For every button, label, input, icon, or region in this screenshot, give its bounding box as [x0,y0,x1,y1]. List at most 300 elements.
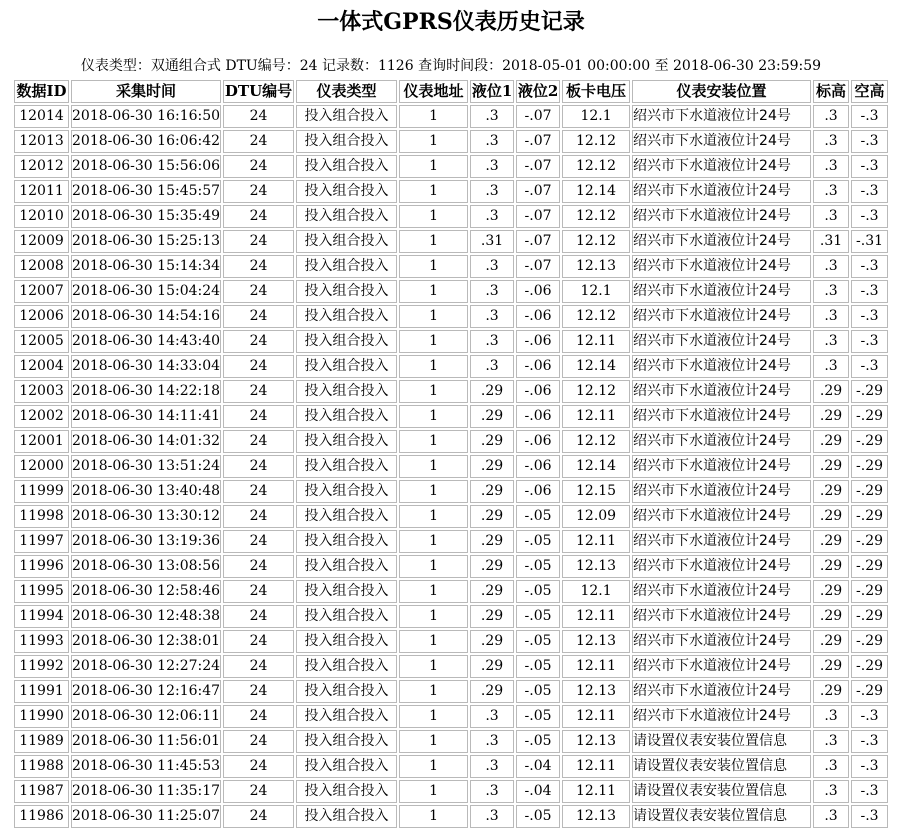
cell-elevation: .3 [813,755,849,778]
cell-meter-type: 投入组合投入 [296,680,397,703]
cell-meter-address: 1 [399,705,468,728]
cell-meter-address: 1 [399,405,468,428]
cell-meter-address: 1 [399,305,468,328]
table-row [14,605,888,628]
cell-meter-type: 投入组合投入 [296,555,397,578]
cell-install-location: 绍兴市下水道液位计24号 [632,555,811,578]
cell-level-2: -.06 [516,480,560,503]
cell-board-voltage: 12.13 [562,630,630,653]
cell-dtu-number: 24 [223,455,294,478]
cell-install-location: 请设置仪表安装位置信息 [632,730,811,753]
cell-board-voltage: 12.11 [562,755,630,778]
cell-elevation: .3 [813,305,849,328]
cell-empty-height: -.29 [851,505,888,528]
cell-meter-address: 1 [399,355,468,378]
cell-install-location: 绍兴市下水道液位计24号 [632,380,811,403]
cell-board-voltage: 12.1 [562,280,630,303]
cell-dtu-number: 24 [223,480,294,503]
cell-meter-address: 1 [399,555,468,578]
cell-level-2: -.05 [516,555,560,578]
cell-board-voltage: 12.14 [562,180,630,203]
cell-install-location: 绍兴市下水道液位计24号 [632,230,811,253]
cell-install-location: 绍兴市下水道液位计24号 [632,205,811,228]
cell-board-voltage: 12.11 [562,330,630,353]
cell-level-1: .3 [470,805,514,828]
cell-level-1: .29 [470,655,514,678]
cell-board-voltage: 12.11 [562,530,630,553]
cell-install-location: 绍兴市下水道液位计24号 [632,180,811,203]
cell-meter-address: 1 [399,780,468,803]
cell-data-id: 12006 [14,305,69,328]
cell-level-1: .29 [470,430,514,453]
cell-collect-time: 2018-06-30 11:45:53 [71,755,221,778]
table-row [14,305,888,328]
header-data-id: 数据ID [14,80,69,103]
cell-dtu-number: 24 [223,705,294,728]
cell-level-1: .29 [470,680,514,703]
cell-meter-address: 1 [399,580,468,603]
cell-dtu-number: 24 [223,380,294,403]
cell-board-voltage: 12.11 [562,705,630,728]
cell-meter-type: 投入组合投入 [296,605,397,628]
cell-collect-time: 2018-06-30 14:11:41 [71,405,221,428]
cell-install-location: 绍兴市下水道液位计24号 [632,630,811,653]
cell-meter-address: 1 [399,330,468,353]
cell-collect-time: 2018-06-30 13:19:36 [71,530,221,553]
cell-level-1: .3 [470,705,514,728]
cell-meter-type: 投入组合投入 [296,380,397,403]
cell-data-id: 12012 [14,155,69,178]
cell-board-voltage: 12.13 [562,805,630,828]
cell-board-voltage: 12.12 [562,305,630,328]
cell-empty-height: -.3 [851,330,888,353]
cell-dtu-number: 24 [223,105,294,128]
cell-level-2: -.05 [516,680,560,703]
cell-meter-address: 1 [399,755,468,778]
table-row [14,680,888,703]
table-row [14,705,888,728]
cell-dtu-number: 24 [223,305,294,328]
cell-install-location: 绍兴市下水道液位计24号 [632,280,811,303]
cell-board-voltage: 12.12 [562,205,630,228]
cell-meter-address: 1 [399,155,468,178]
cell-dtu-number: 24 [223,555,294,578]
cell-level-2: -.05 [516,505,560,528]
cell-elevation: .3 [813,355,849,378]
cell-collect-time: 2018-06-30 14:54:16 [71,305,221,328]
cell-empty-height: -.3 [851,755,888,778]
cell-collect-time: 2018-06-30 14:43:40 [71,330,221,353]
cell-dtu-number: 24 [223,580,294,603]
cell-meter-type: 投入组合投入 [296,755,397,778]
cell-meter-type: 投入组合投入 [296,105,397,128]
cell-dtu-number: 24 [223,680,294,703]
cell-meter-address: 1 [399,455,468,478]
cell-data-id: 11992 [14,655,69,678]
cell-level-1: .3 [470,305,514,328]
cell-empty-height: -.3 [851,280,888,303]
cell-elevation: .29 [813,380,849,403]
cell-elevation: .29 [813,405,849,428]
cell-board-voltage: 12.14 [562,355,630,378]
cell-level-2: -.05 [516,630,560,653]
cell-elevation: .29 [813,530,849,553]
table-row [14,780,888,803]
cell-data-id: 11998 [14,505,69,528]
cell-elevation: .29 [813,680,849,703]
cell-collect-time: 2018-06-30 16:16:50 [71,105,221,128]
cell-meter-type: 投入组合投入 [296,805,397,828]
cell-dtu-number: 24 [223,605,294,628]
cell-install-location: 绍兴市下水道液位计24号 [632,305,811,328]
cell-level-2: -.07 [516,155,560,178]
header-level-2: 液位2 [516,80,560,103]
header-meter-type: 仪表类型 [296,80,397,103]
cell-meter-address: 1 [399,380,468,403]
table-row [14,580,888,603]
table-row [14,805,888,828]
cell-level-1: .29 [470,380,514,403]
cell-empty-height: -.29 [851,655,888,678]
header-meter-address: 仪表地址 [399,80,468,103]
table-row [14,555,888,578]
cell-data-id: 12008 [14,255,69,278]
cell-meter-type: 投入组合投入 [296,580,397,603]
cell-collect-time: 2018-06-30 14:22:18 [71,380,221,403]
cell-elevation: .3 [813,705,849,728]
cell-empty-height: -.29 [851,480,888,503]
cell-board-voltage: 12.13 [562,680,630,703]
cell-level-2: -.07 [516,230,560,253]
cell-level-1: .3 [470,155,514,178]
cell-meter-address: 1 [399,505,468,528]
cell-level-2: -.05 [516,530,560,553]
cell-meter-type: 投入组合投入 [296,330,397,353]
cell-data-id: 12014 [14,105,69,128]
cell-dtu-number: 24 [223,430,294,453]
cell-empty-height: -.3 [851,130,888,153]
cell-empty-height: -.3 [851,305,888,328]
cell-dtu-number: 24 [223,155,294,178]
table-row [14,405,888,428]
cell-board-voltage: 12.13 [562,555,630,578]
table-row [14,755,888,778]
cell-board-voltage: 12.14 [562,455,630,478]
cell-level-1: .3 [470,205,514,228]
cell-install-location: 绍兴市下水道液位计24号 [632,655,811,678]
cell-meter-type: 投入组合投入 [296,180,397,203]
cell-install-location: 绍兴市下水道液位计24号 [632,255,811,278]
cell-dtu-number: 24 [223,130,294,153]
cell-board-voltage: 12.09 [562,505,630,528]
table-row [14,530,888,553]
cell-data-id: 11999 [14,480,69,503]
cell-level-1: .29 [470,455,514,478]
cell-level-2: -.07 [516,255,560,278]
cell-board-voltage: 12.1 [562,105,630,128]
cell-level-1: .3 [470,130,514,153]
table-row [14,155,888,178]
cell-empty-height: -.29 [851,630,888,653]
cell-data-id: 11990 [14,705,69,728]
table-row [14,480,888,503]
cell-meter-type: 投入组合投入 [296,405,397,428]
cell-collect-time: 2018-06-30 14:33:04 [71,355,221,378]
cell-collect-time: 2018-06-30 15:25:13 [71,230,221,253]
header-dtu-number: DTU编号 [223,80,294,103]
cell-empty-height: -.31 [851,230,888,253]
cell-elevation: .3 [813,280,849,303]
cell-install-location: 绍兴市下水道液位计24号 [632,455,811,478]
cell-meter-address: 1 [399,480,468,503]
cell-data-id: 12007 [14,280,69,303]
cell-board-voltage: 12.12 [562,130,630,153]
cell-elevation: .29 [813,630,849,653]
cell-empty-height: -.3 [851,355,888,378]
cell-level-2: -.05 [516,705,560,728]
cell-install-location: 绍兴市下水道液位计24号 [632,355,811,378]
cell-level-1: .3 [470,355,514,378]
cell-level-1: .3 [470,780,514,803]
cell-meter-type: 投入组合投入 [296,205,397,228]
cell-empty-height: -.29 [851,455,888,478]
cell-dtu-number: 24 [223,630,294,653]
cell-elevation: .3 [813,805,849,828]
cell-dtu-number: 24 [223,330,294,353]
cell-data-id: 12004 [14,355,69,378]
cell-meter-type: 投入组合投入 [296,430,397,453]
cell-meter-address: 1 [399,105,468,128]
table-row [14,630,888,653]
cell-empty-height: -.3 [851,780,888,803]
cell-meter-address: 1 [399,205,468,228]
cell-meter-type: 投入组合投入 [296,705,397,728]
cell-install-location: 绍兴市下水道液位计24号 [632,480,811,503]
cell-install-location: 请设置仪表安装位置信息 [632,780,811,803]
page-title: 一体式GPRS仪表历史记录 [317,9,585,35]
table-row [14,505,888,528]
cell-data-id: 11995 [14,580,69,603]
cell-meter-type: 投入组合投入 [296,355,397,378]
cell-meter-type: 投入组合投入 [296,130,397,153]
cell-dtu-number: 24 [223,230,294,253]
cell-empty-height: -.29 [851,405,888,428]
cell-empty-height: -.3 [851,705,888,728]
cell-meter-type: 投入组合投入 [296,305,397,328]
header-level-1: 液位1 [470,80,514,103]
cell-data-id: 11988 [14,755,69,778]
header-collect-time: 采集时间 [71,80,221,103]
cell-elevation: .3 [813,105,849,128]
cell-collect-time: 2018-06-30 11:56:01 [71,730,221,753]
cell-empty-height: -.3 [851,205,888,228]
cell-elevation: .29 [813,655,849,678]
cell-collect-time: 2018-06-30 15:35:49 [71,205,221,228]
cell-empty-height: -.29 [851,555,888,578]
header-board-voltage: 板卡电压 [562,80,630,103]
cell-level-1: .3 [470,105,514,128]
cell-collect-time: 2018-06-30 15:45:57 [71,180,221,203]
cell-data-id: 11991 [14,680,69,703]
cell-data-id: 12002 [14,405,69,428]
cell-collect-time: 2018-06-30 14:01:32 [71,430,221,453]
cell-elevation: .29 [813,480,849,503]
cell-dtu-number: 24 [223,730,294,753]
table-row [14,430,888,453]
header-elevation: 标高 [813,80,849,103]
cell-board-voltage: 12.12 [562,380,630,403]
cell-board-voltage: 12.15 [562,480,630,503]
cell-collect-time: 2018-06-30 13:51:24 [71,455,221,478]
cell-collect-time: 2018-06-30 15:04:24 [71,280,221,303]
cell-install-location: 绍兴市下水道液位计24号 [632,580,811,603]
cell-meter-type: 投入组合投入 [296,655,397,678]
cell-meter-type: 投入组合投入 [296,530,397,553]
cell-meter-address: 1 [399,630,468,653]
cell-level-1: .3 [470,180,514,203]
cell-level-2: -.04 [516,780,560,803]
cell-level-2: -.06 [516,380,560,403]
cell-level-2: -.06 [516,355,560,378]
cell-elevation: .29 [813,605,849,628]
table-body [14,105,888,828]
cell-collect-time: 2018-06-30 11:25:07 [71,805,221,828]
cell-empty-height: -.3 [851,155,888,178]
table-row [14,130,888,153]
cell-empty-height: -.29 [851,605,888,628]
cell-meter-address: 1 [399,655,468,678]
cell-meter-type: 投入组合投入 [296,630,397,653]
cell-data-id: 12001 [14,430,69,453]
cell-collect-time: 2018-06-30 12:48:38 [71,605,221,628]
cell-level-2: -.06 [516,455,560,478]
cell-board-voltage: 12.13 [562,255,630,278]
cell-board-voltage: 12.11 [562,605,630,628]
cell-install-location: 绍兴市下水道液位计24号 [632,155,811,178]
cell-data-id: 11997 [14,530,69,553]
cell-meter-address: 1 [399,680,468,703]
cell-elevation: .31 [813,230,849,253]
cell-meter-address: 1 [399,280,468,303]
cell-level-2: -.06 [516,330,560,353]
cell-collect-time: 2018-06-30 11:35:17 [71,780,221,803]
cell-install-location: 绍兴市下水道液位计24号 [632,105,811,128]
cell-level-2: -.05 [516,580,560,603]
cell-install-location: 请设置仪表安装位置信息 [632,805,811,828]
cell-meter-address: 1 [399,805,468,828]
cell-meter-type: 投入组合投入 [296,780,397,803]
cell-install-location: 绍兴市下水道液位计24号 [632,705,811,728]
cell-collect-time: 2018-06-30 12:06:11 [71,705,221,728]
cell-board-voltage: 12.12 [562,430,630,453]
cell-board-voltage: 12.11 [562,780,630,803]
cell-level-2: -.06 [516,280,560,303]
header-install-location: 仪表安装位置 [632,80,811,103]
cell-collect-time: 2018-06-30 16:06:42 [71,130,221,153]
cell-dtu-number: 24 [223,205,294,228]
cell-meter-type: 投入组合投入 [296,280,397,303]
cell-level-2: -.07 [516,105,560,128]
table-row [14,230,888,253]
cell-data-id: 12011 [14,180,69,203]
cell-meter-type: 投入组合投入 [296,730,397,753]
cell-elevation: .29 [813,455,849,478]
cell-board-voltage: 12.12 [562,230,630,253]
cell-dtu-number: 24 [223,405,294,428]
cell-level-1: .29 [470,580,514,603]
cell-meter-type: 投入组合投入 [296,230,397,253]
cell-dtu-number: 24 [223,280,294,303]
cell-level-2: -.05 [516,730,560,753]
cell-elevation: .3 [813,205,849,228]
cell-meter-address: 1 [399,180,468,203]
cell-empty-height: -.29 [851,430,888,453]
table-row [14,730,888,753]
cell-empty-height: -.3 [851,730,888,753]
table-row [14,255,888,278]
cell-level-2: -.06 [516,430,560,453]
cell-data-id: 11987 [14,780,69,803]
cell-elevation: .29 [813,555,849,578]
cell-meter-address: 1 [399,530,468,553]
cell-level-2: -.07 [516,180,560,203]
cell-collect-time: 2018-06-30 15:56:06 [71,155,221,178]
cell-meter-address: 1 [399,230,468,253]
cell-install-location: 绍兴市下水道液位计24号 [632,505,811,528]
cell-board-voltage: 12.13 [562,730,630,753]
cell-meter-type: 投入组合投入 [296,480,397,503]
cell-level-1: .29 [470,555,514,578]
cell-level-1: .29 [470,630,514,653]
cell-collect-time: 2018-06-30 12:38:01 [71,630,221,653]
cell-data-id: 11994 [14,605,69,628]
cell-data-id: 12010 [14,205,69,228]
cell-level-2: -.05 [516,655,560,678]
cell-elevation: .3 [813,180,849,203]
cell-meter-type: 投入组合投入 [296,155,397,178]
table-row [14,105,888,128]
cell-empty-height: -.29 [851,530,888,553]
cell-elevation: .29 [813,580,849,603]
cell-level-1: .29 [470,530,514,553]
cell-elevation: .29 [813,505,849,528]
cell-install-location: 绍兴市下水道液位计24号 [632,680,811,703]
cell-dtu-number: 24 [223,505,294,528]
cell-elevation: .3 [813,780,849,803]
cell-level-1: .3 [470,755,514,778]
cell-elevation: .3 [813,730,849,753]
table-row [14,380,888,403]
table-row [14,355,888,378]
cell-level-2: -.06 [516,305,560,328]
table-row [14,655,888,678]
cell-collect-time: 2018-06-30 15:14:34 [71,255,221,278]
cell-dtu-number: 24 [223,255,294,278]
cell-meter-type: 投入组合投入 [296,455,397,478]
cell-install-location: 绍兴市下水道液位计24号 [632,405,811,428]
cell-elevation: .3 [813,130,849,153]
cell-collect-time: 2018-06-30 12:27:24 [71,655,221,678]
table-row [14,330,888,353]
cell-collect-time: 2018-06-30 12:58:46 [71,580,221,603]
cell-empty-height: -.29 [851,380,888,403]
cell-elevation: .29 [813,430,849,453]
history-table [12,78,890,830]
cell-install-location: 绍兴市下水道液位计24号 [632,430,811,453]
cell-data-id: 11996 [14,555,69,578]
cell-install-location: 绍兴市下水道液位计24号 [632,530,811,553]
cell-level-1: .3 [470,730,514,753]
